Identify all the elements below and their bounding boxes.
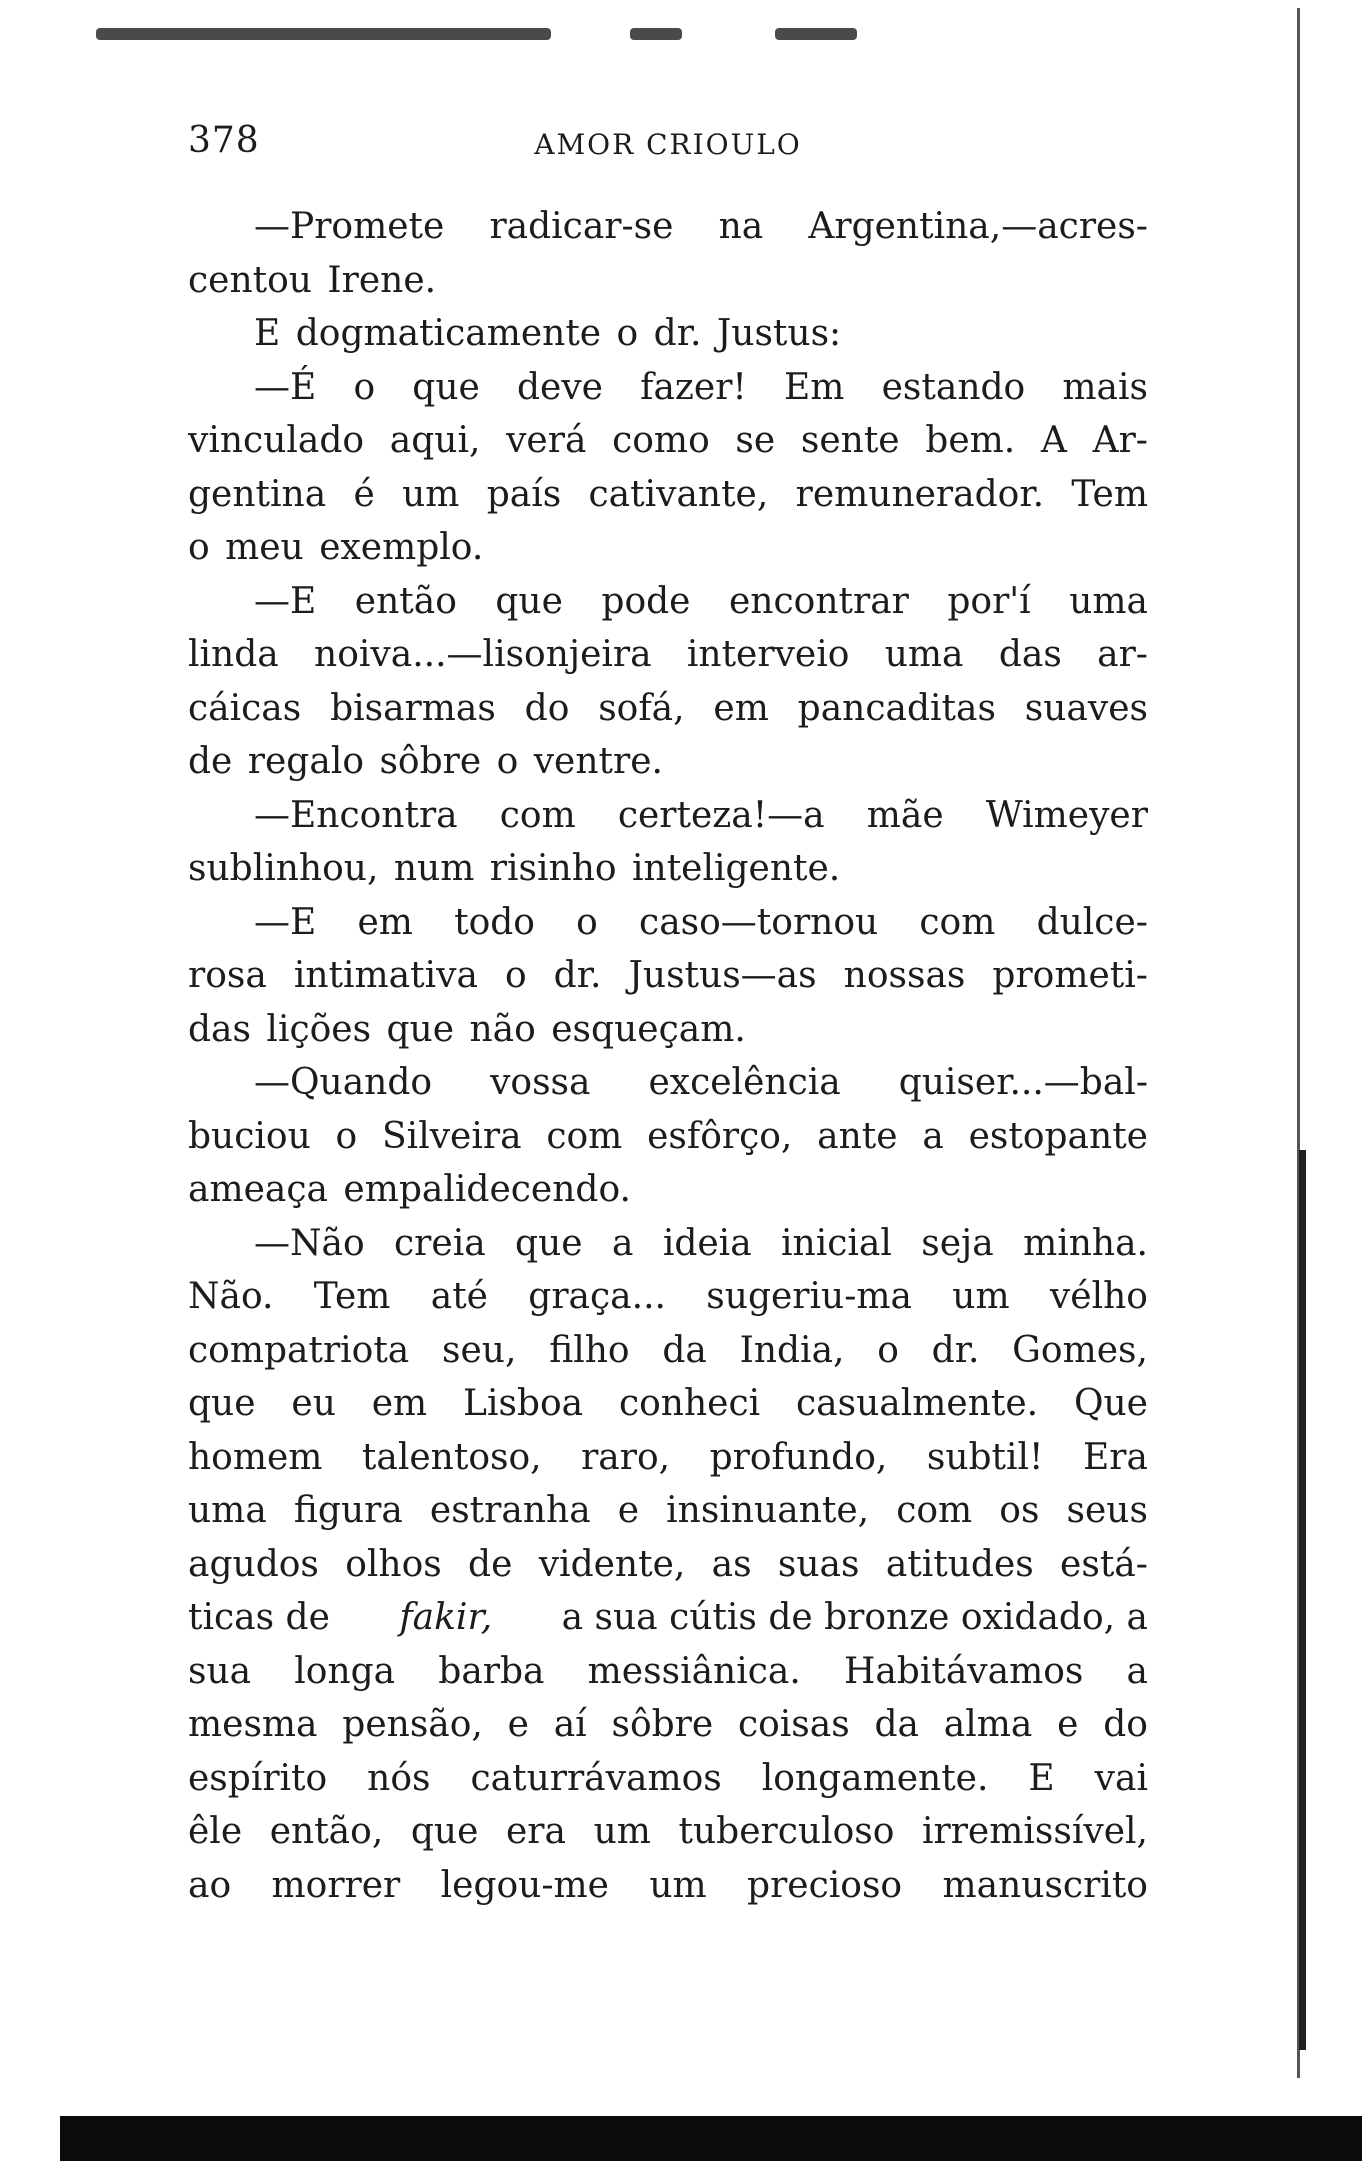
text-line: gentina é um país cativante, remunerador. Tem bbox=[188, 473, 1148, 515]
page-number: 378 bbox=[188, 120, 260, 161]
page-edge-shadow bbox=[1299, 1150, 1306, 2050]
text-line bbox=[188, 1591, 1148, 1645]
page-header bbox=[188, 120, 1148, 172]
text-line: vinculado aqui, verá como se sente bem. A Ar- bbox=[188, 420, 1148, 461]
text-line: compatriota seu, filho da India, o dr. Gomes, bbox=[188, 1329, 1148, 1371]
text-line: Não. Tem até graça... sugeriu-ma um vélho bbox=[188, 1276, 1148, 1317]
body-text bbox=[188, 200, 1148, 1912]
text-line: centou Irene. bbox=[188, 259, 437, 301]
text-line: linda noiva...—lisonjeira interveio uma das ar- bbox=[188, 634, 1148, 675]
text-line: das lições que não esqueçam. bbox=[188, 1008, 746, 1050]
scan-artifact bbox=[775, 28, 857, 40]
text-line: E dogmaticamente o dr. Justus: bbox=[254, 313, 842, 354]
running-title: AMOR CRIOULO bbox=[534, 128, 802, 161]
text-line: —E então que pode encontrar por'í uma bbox=[254, 580, 1148, 622]
text-line: —Quando vossa excelência quiser...—bal- bbox=[254, 1062, 1148, 1103]
text-line: mesma pensão, e aí sôbre coisas da alma e do bbox=[188, 1704, 1148, 1745]
text-line: rosa intimativa o dr. Justus—as nossas prometi- bbox=[188, 955, 1148, 996]
text-line: sublinhou, num risinho inteligente. bbox=[188, 848, 841, 889]
text-line: ameaça empalidecendo. bbox=[188, 1169, 631, 1210]
text-line: —Encontra com certeza!—a mãe Wimeyer bbox=[254, 794, 1148, 836]
text-line: —Não creia que a ideia inicial seja minha. bbox=[254, 1222, 1148, 1264]
text-line: agudos olhos de vidente, as suas atitudes está- bbox=[188, 1543, 1148, 1585]
text-line: o meu exemplo. bbox=[188, 527, 484, 568]
scan-artifact bbox=[96, 28, 551, 40]
text-line: sua longa barba messiânica. Habitávamos a bbox=[188, 1650, 1148, 1692]
scan-artifact bbox=[630, 28, 682, 40]
text-line: que eu em Lisboa conheci casualmente. Que bbox=[188, 1383, 1148, 1424]
text-line: ao morrer legou-me um precioso manuscrito bbox=[188, 1864, 1148, 1906]
text-line: êle então, que era um tuberculoso irremissível, bbox=[188, 1811, 1148, 1852]
text-line: —Promete radicar-se na Argentina,—acres- bbox=[254, 206, 1148, 247]
text-segment: ticas de bbox=[188, 1597, 330, 1638]
text-line: espírito nós caturrávamos longamente. E vai bbox=[188, 1757, 1148, 1799]
text-line: de regalo sôbre o ventre. bbox=[188, 741, 663, 782]
text-line: buciou o Silveira com esfôrço, ante a estopante bbox=[188, 1115, 1148, 1157]
text-line: —E em todo o caso—tornou com dulce- bbox=[254, 901, 1148, 943]
text-line: —É o que deve fazer! Em estando mais bbox=[254, 366, 1148, 408]
text-line: homem talentoso, raro, profundo, subtil! Era bbox=[188, 1436, 1148, 1478]
text-segment: a sua cútis de bronze oxidado, a bbox=[561, 1597, 1148, 1638]
italic-term: fakir, bbox=[399, 1597, 493, 1638]
text-line: cáicas bisarmas do sofá, em pancaditas suaves bbox=[188, 687, 1148, 729]
text-line: uma figura estranha e insinuante, com os seus bbox=[188, 1490, 1148, 1531]
scan-bottom-border bbox=[60, 2116, 1362, 2161]
